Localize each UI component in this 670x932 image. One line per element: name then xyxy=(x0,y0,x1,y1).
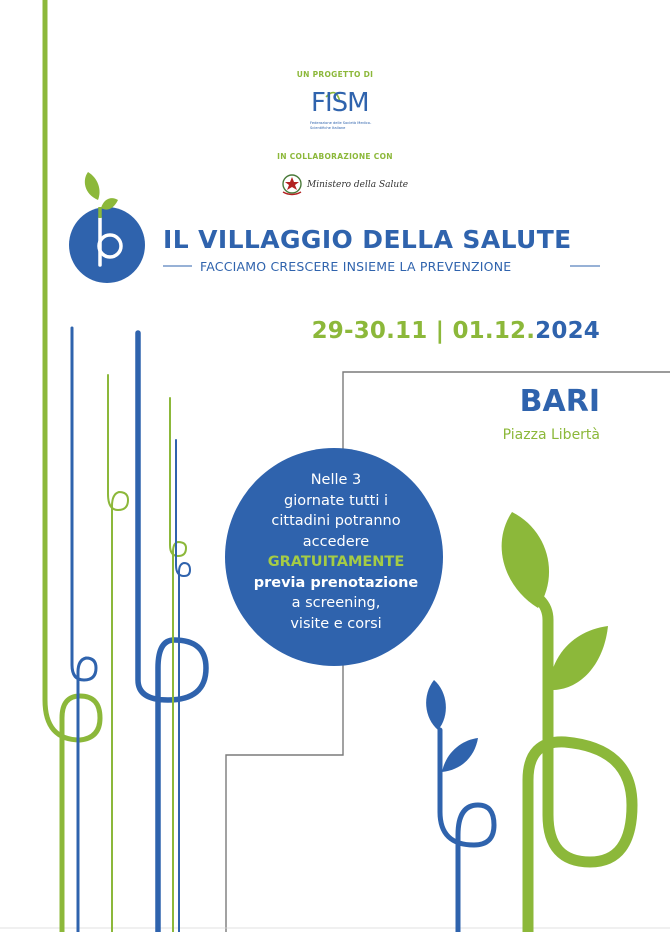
info-line-1: Nelle 3 xyxy=(310,472,362,488)
project-label: UN PROGETTO DI xyxy=(296,70,374,79)
sprout-logo-icon xyxy=(69,172,145,283)
ministry-name: Ministero della Salute xyxy=(307,180,409,190)
info-bold-line: previa prenotazione xyxy=(253,574,419,591)
italian-emblem-icon xyxy=(283,175,301,195)
fism-logo-text: FISM xyxy=(311,88,369,118)
info-line-2: giornate tutti i xyxy=(283,492,388,509)
info-line-6: visite e corsi xyxy=(290,615,382,632)
fism-subtitle: Federazione delle Società Medico-Scientifiche Italiane xyxy=(310,121,372,130)
blue-sprout-illustration xyxy=(426,680,494,932)
info-circle-text xyxy=(236,470,436,634)
event-date xyxy=(312,318,600,344)
info-line-4: accedere xyxy=(302,533,370,550)
event-date-days: 29-30.11 | 01.12. xyxy=(311,318,536,344)
info-line-3: cittadini potranno xyxy=(271,513,401,529)
event-title: IL VILLAGGIO DELLA SALUTE xyxy=(163,225,572,254)
event-city: BARI xyxy=(519,384,600,419)
event-venue: Piazza Libertà xyxy=(502,427,600,443)
info-line-5: a screening, xyxy=(291,595,381,611)
sprout-illustration-icon xyxy=(502,512,632,932)
left-stems xyxy=(45,0,206,932)
event-date-year: 2024 xyxy=(535,318,600,344)
info-highlight: GRATUITAMENTE xyxy=(267,554,405,570)
partner-label: IN COLLABORAZIONE CON xyxy=(277,152,393,161)
event-tagline: FACCIAMO CRESCERE INSIEME LA PREVENZIONE xyxy=(200,259,512,274)
